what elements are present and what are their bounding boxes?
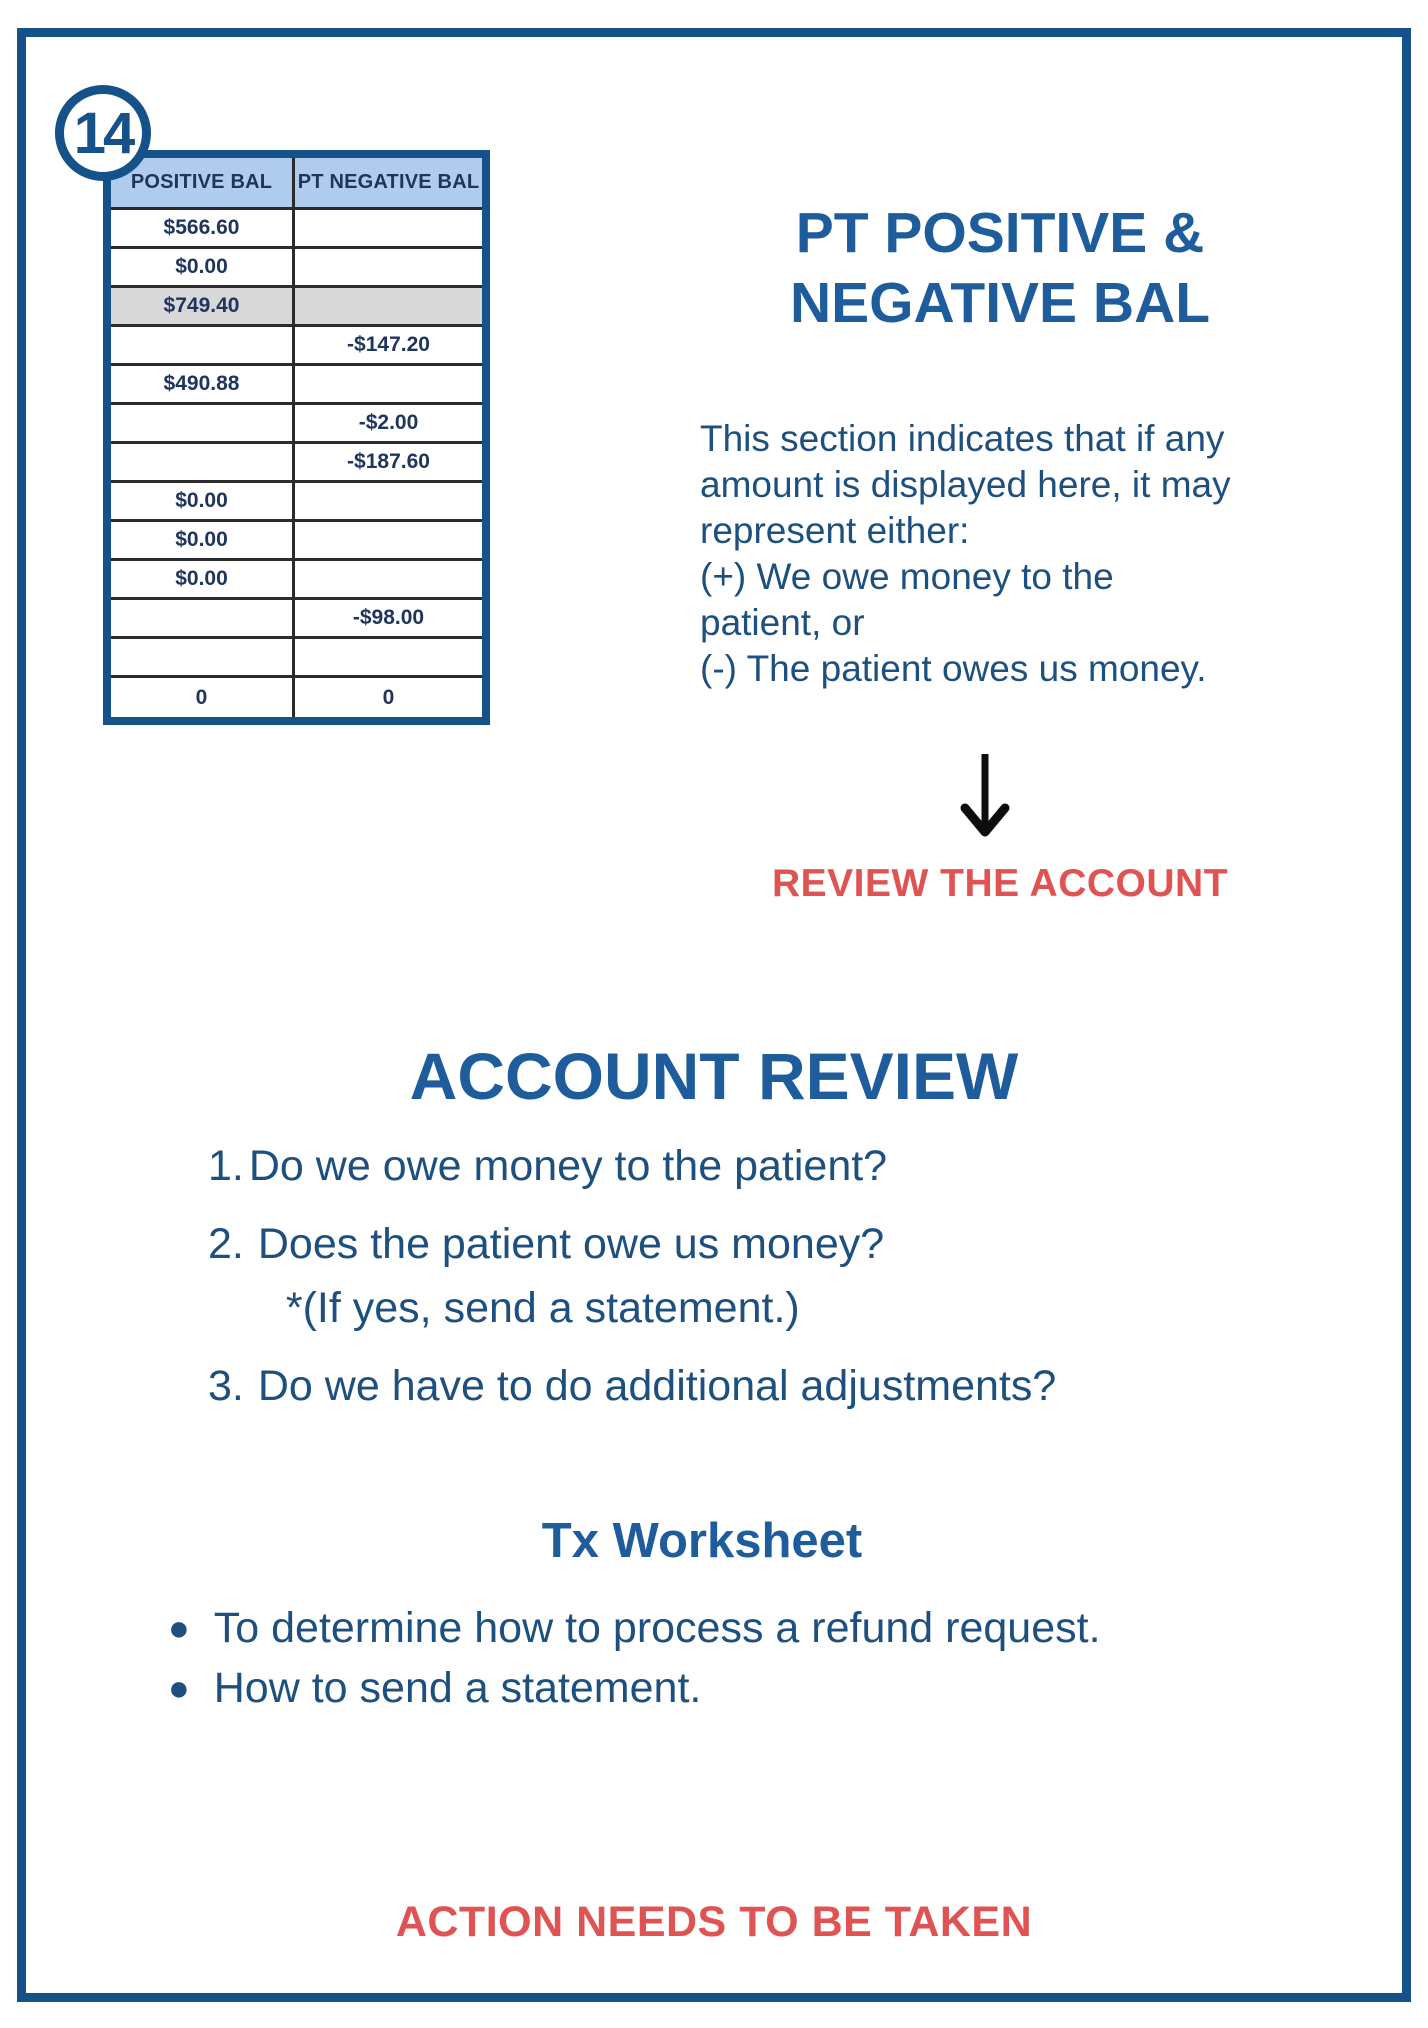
tx-worksheet-bullets <box>168 1598 1348 1718</box>
table-row <box>111 327 482 366</box>
bullet-item <box>168 1658 1348 1718</box>
section-description <box>700 416 1360 692</box>
cell-positive <box>111 600 292 639</box>
list-item-text: Do we have to do additional adjustments? <box>257 1362 1057 1410</box>
list-item-note: *(If yes, send a statement.) <box>285 1284 800 1332</box>
cell-negative: 0 <box>292 678 482 717</box>
table-row <box>111 678 482 717</box>
step-number-badge <box>55 85 151 181</box>
description-line: This section indicates that if any <box>700 418 1225 459</box>
cell-positive <box>111 327 292 366</box>
section-title-line2: NEGATIVE BAL <box>789 271 1211 335</box>
bullet-text: To determine how to process a refund request. <box>213 1604 1101 1652</box>
list-item-number: 1. <box>208 1142 244 1190</box>
tx-worksheet-title: Tx Worksheet <box>541 1514 863 1568</box>
cell-negative <box>292 483 482 522</box>
table-row <box>111 522 482 561</box>
cell-negative: -$147.20 <box>292 327 482 366</box>
balance-table <box>103 150 490 725</box>
bullet-text: How to send a statement. <box>213 1664 702 1712</box>
review-the-account-label: REVIEW THE ACCOUNT <box>771 862 1229 905</box>
cell-positive: $0.00 <box>111 522 292 561</box>
list-item-text: Does the patient owe us money? *(If yes, send a statement.) <box>258 1216 884 1336</box>
column-header-positive-bal: POSITIVE BAL <box>111 158 292 210</box>
list-item-number: 2. <box>208 1220 244 1268</box>
cell-negative <box>292 288 482 327</box>
section-title-pt-positive-negative-bal <box>640 198 1360 338</box>
cell-negative <box>292 249 482 288</box>
cell-positive: $0.00 <box>111 249 292 288</box>
list-item <box>208 1216 1338 1336</box>
cell-positive: 0 <box>111 678 292 717</box>
cell-negative: -$2.00 <box>292 405 482 444</box>
list-item-text: Do we owe money to the patient? <box>248 1142 888 1190</box>
cell-positive <box>111 639 292 678</box>
description-line: (-) The patient owes us money. <box>700 648 1207 689</box>
account-review-title: ACCOUNT REVIEW <box>409 1039 1019 1113</box>
cell-positive <box>111 405 292 444</box>
list-item-number: 3. <box>208 1362 244 1410</box>
table-row <box>111 561 482 600</box>
table-row <box>111 366 482 405</box>
list-item <box>208 1138 1338 1194</box>
table-row <box>111 444 482 483</box>
balance-table-header <box>111 158 482 210</box>
cell-positive: $490.88 <box>111 366 292 405</box>
table-row <box>111 600 482 639</box>
bullet-dot-icon: ● <box>168 1607 190 1648</box>
cell-negative <box>292 210 482 249</box>
cell-positive <box>111 444 292 483</box>
action-needed-label: ACTION NEEDS TO BE TAKEN <box>395 1898 1033 1946</box>
table-row <box>111 639 482 678</box>
cell-negative: -$187.60 <box>292 444 482 483</box>
table-row <box>111 483 482 522</box>
list-item <box>208 1358 1338 1414</box>
step-number: 14 <box>73 100 133 166</box>
table-row <box>111 210 482 249</box>
cell-positive: $0.00 <box>111 561 292 600</box>
cell-negative <box>292 561 482 600</box>
description-line: (+) We owe money to the <box>700 556 1114 597</box>
table-row <box>111 288 482 327</box>
account-review-list <box>208 1138 1338 1436</box>
column-header-pt-negative-bal: PT NEGATIVE BAL <box>292 158 482 210</box>
table-row <box>111 249 482 288</box>
table-row <box>111 405 482 444</box>
cell-positive: $0.00 <box>111 483 292 522</box>
bullet-item <box>168 1598 1348 1658</box>
cell-positive: $566.60 <box>111 210 292 249</box>
cell-negative <box>292 639 482 678</box>
description-line: patient, or <box>700 602 865 643</box>
description-line: amount is displayed here, it may <box>700 464 1231 505</box>
section-title-line1: PT POSITIVE & <box>795 201 1205 265</box>
cell-positive: $749.40 <box>111 288 292 327</box>
cell-negative: -$98.00 <box>292 600 482 639</box>
down-arrow-icon <box>955 748 1015 843</box>
bullet-dot-icon: ● <box>168 1667 190 1708</box>
cell-negative <box>292 366 482 405</box>
cell-negative <box>292 522 482 561</box>
description-line: represent either: <box>700 510 970 551</box>
